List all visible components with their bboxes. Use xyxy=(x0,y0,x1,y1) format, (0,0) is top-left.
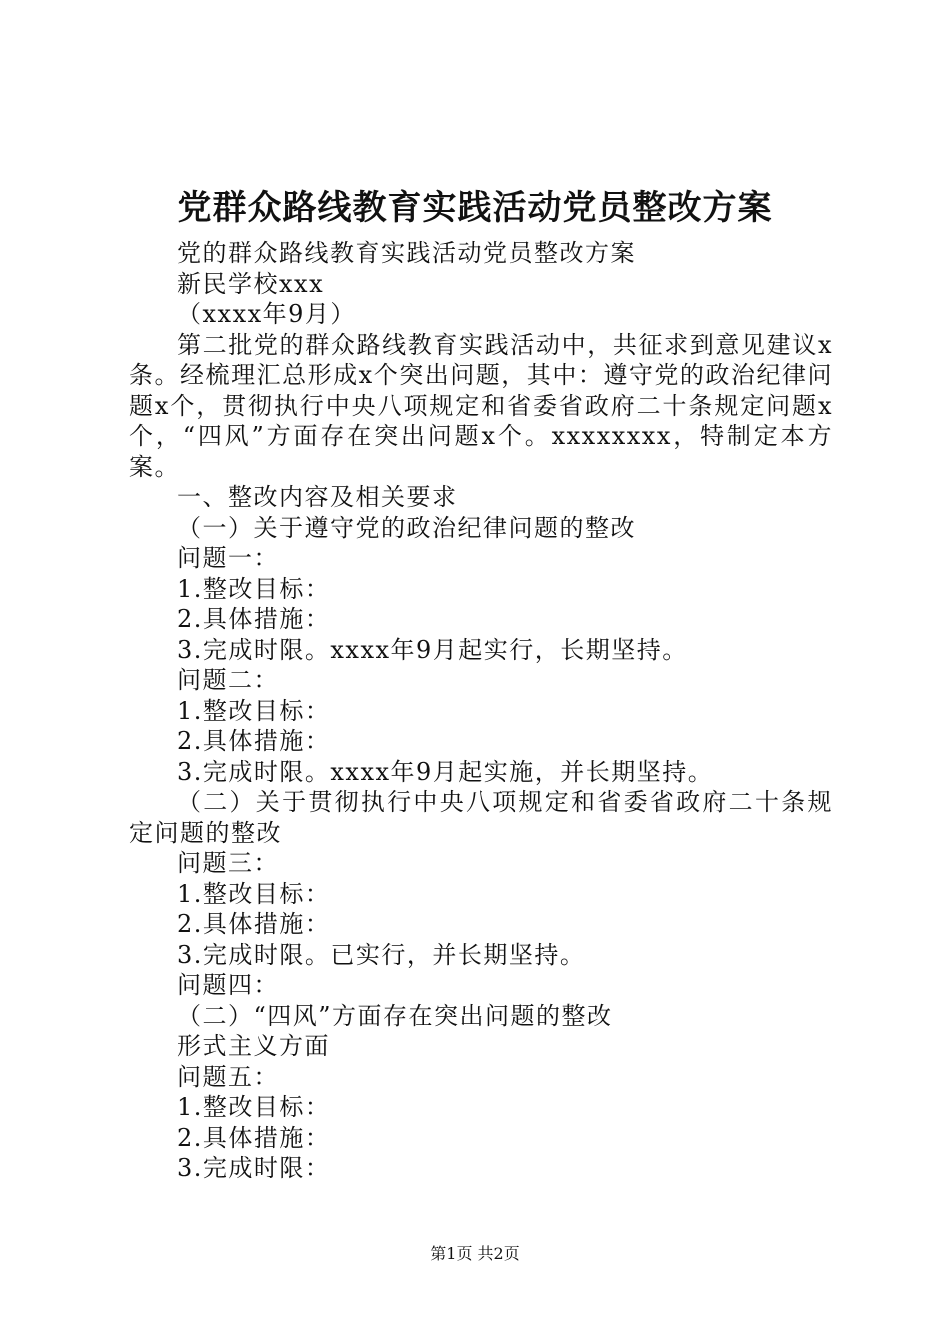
section-heading: 一、整改内容及相关要求 xyxy=(177,483,458,511)
list-item: 1.整改目标： xyxy=(177,1093,331,1121)
list-item: 3.完成时限。xxxx年9月起实施，并长期坚持。 xyxy=(177,757,714,786)
list-item: 2.具体措施： xyxy=(177,1123,331,1152)
list-item: 3.完成时限。xxxx年9月起实行，长期坚持。 xyxy=(177,635,688,664)
list-item: 1.整改目标： xyxy=(177,879,331,908)
paragraph-date: （xxxx年9月） xyxy=(177,300,356,328)
paragraph-subtitle: 党的群众路线教育实践活动党员整改方案 xyxy=(177,239,636,267)
subsection-heading: （一）关于遵守党的政治纪律问题的整改 xyxy=(177,513,636,542)
list-item: 2.具体措施： xyxy=(177,605,331,633)
topic-heading: 形式主义方面 xyxy=(177,1032,330,1060)
subsection-heading: （二）关于贯彻执行中央八项规定和省委省政府二十条规定问题的整改 xyxy=(129,788,833,847)
issue-heading: 问题四： xyxy=(177,971,279,999)
list-item: 2.具体措施： xyxy=(177,727,331,755)
list-item: 1.整改目标： xyxy=(177,574,331,603)
issue-heading: 问题三： xyxy=(177,849,279,877)
issue-heading: 问题二： xyxy=(177,666,279,694)
list-item: 2.具体措施： xyxy=(177,910,331,938)
list-item: 3.完成时限： xyxy=(177,1154,331,1182)
subsection-heading: （二）“四风”方面存在突出问题的整改 xyxy=(177,1001,613,1030)
paragraph-author: 新民学校xxx xyxy=(177,269,325,298)
document-title: 党群众路线教育实践活动党员整改方案 xyxy=(177,188,773,228)
issue-heading: 问题一： xyxy=(177,544,279,572)
list-item: 1.整改目标： xyxy=(177,696,331,725)
page-footer: 第1页 共2页 xyxy=(430,1244,520,1263)
paragraph-intro: 第二批党的群众路线教育实践活动中，共征求到意见建议x条。经梳理汇总形成x个突出问题，其中：遵守党的政治纪律问题x个，贯彻执行中央八项规定和省委省政府二十条规定问题x个，“四风”方面存在突出问题x个。xxxxxxxx，特制定本方案。 xyxy=(129,330,833,481)
issue-heading: 问题五： xyxy=(177,1062,279,1091)
list-item: 3.完成时限。已实行，并长期坚持。 xyxy=(177,940,586,969)
document-body xyxy=(129,238,833,1184)
